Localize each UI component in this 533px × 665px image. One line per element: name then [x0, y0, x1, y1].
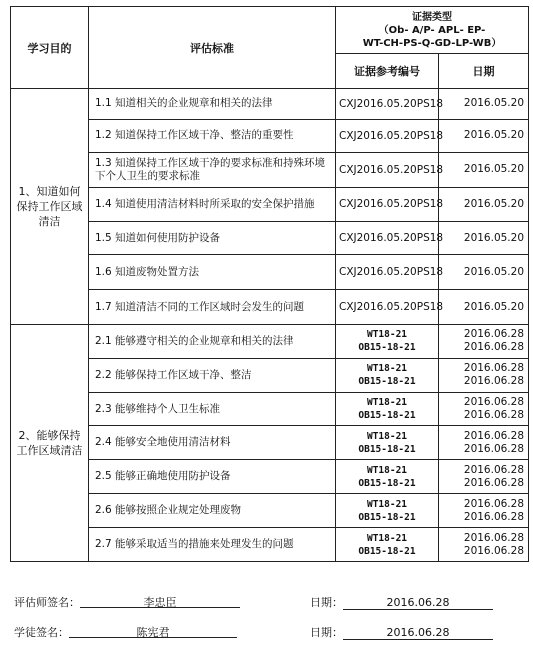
table-row	[11, 392, 529, 426]
apprentice-date-value: 2016.06.28	[343, 626, 493, 640]
evidence-ref: WT18-21	[366, 397, 408, 409]
date-value: 2016.06.28	[463, 341, 525, 354]
evidence-ref-cell	[336, 494, 439, 528]
evidence-ref: CXJ2016.05.20PS18	[339, 129, 444, 142]
evidence-ref-cell	[336, 290, 444, 325]
date-value: 2016.06.28	[463, 497, 525, 510]
evidence-ref: CXJ2016.05.20PS18	[339, 163, 444, 176]
evidence-ref-cell	[336, 119, 444, 152]
header-evidence-ref: 证据参考编号	[336, 54, 439, 89]
criterion-cell: 1.6 知道废物处置方法	[89, 255, 336, 290]
evidence-ref: OB15-18-21	[358, 410, 416, 422]
criterion-cell: 1.2 知道保持工作区域干净、整洁的重要性	[89, 119, 336, 152]
date-value: 2016.06.28	[463, 463, 525, 476]
apprentice-date-label: 日期：	[310, 626, 343, 639]
criterion-cell: 2.5 能够正确地使用防护设备	[89, 460, 336, 494]
evidence-ref: OB15-18-21	[358, 477, 416, 489]
criterion-cell: 1.3 知道保持工作区域干净的要求标准和持殊环境下个人卫生的要求标准	[89, 152, 336, 187]
table-row	[11, 89, 529, 120]
date-value: 2016.06.28	[463, 396, 525, 409]
date-cell	[439, 89, 529, 120]
date-value: 2016.05.20	[463, 231, 525, 244]
apprentice-date	[310, 624, 493, 640]
date-value: 2016.06.28	[463, 544, 525, 557]
evidence-ref: OB15-18-21	[358, 511, 416, 523]
table-row	[11, 358, 529, 392]
criterion-cell: 1.4 知道使用清洁材料时所采取的安全保护措施	[89, 187, 336, 222]
learning-goal-cell: 1、知道如何保持工作区域清洁	[11, 89, 89, 325]
evidence-ref-cell	[336, 392, 439, 426]
evidence-ref: CXJ2016.05.20PS18	[339, 97, 444, 110]
evidence-ref-cell	[336, 222, 444, 255]
evidence-ref: WT18-21	[366, 498, 408, 510]
criterion-cell: 1.1 知道相关的企业规章和相关的法律	[89, 89, 336, 120]
evidence-ref-cell	[336, 255, 444, 290]
evidence-ref: WT18-21	[366, 430, 408, 442]
date-value: 2016.05.20	[463, 197, 525, 210]
evidence-ref-cell	[336, 187, 444, 222]
apprentice-label: 学徒签名：	[14, 626, 69, 639]
assessment-table	[10, 6, 529, 562]
date-cell	[439, 460, 529, 494]
evidence-ref: OB15-18-21	[358, 443, 416, 455]
evidence-ref: CXJ2016.05.20PS18	[339, 198, 444, 211]
evidence-type-title: 证据类型	[412, 11, 452, 23]
date-cell	[439, 528, 529, 562]
date-cell	[439, 255, 529, 290]
apprentice-signature	[14, 624, 237, 640]
date-value: 2016.06.28	[463, 476, 525, 489]
evidence-ref-cell	[336, 324, 439, 358]
evidence-ref: CXJ2016.05.20PS18	[339, 232, 444, 245]
header-date: 日期	[439, 54, 529, 89]
assessor-date	[310, 594, 493, 610]
date-value: 2016.06.28	[463, 375, 525, 388]
criterion-cell: 2.3 能够维持个人卫生标准	[89, 392, 336, 426]
table-row	[11, 119, 529, 152]
table-row	[11, 290, 529, 325]
table-row	[11, 152, 529, 187]
table-row	[11, 222, 529, 255]
date-value: 2016.05.20	[463, 300, 525, 313]
assessor-date-label: 日期：	[310, 596, 343, 609]
criterion-cell: 2.7 能够采取适当的措施来处理发生的问题	[89, 528, 336, 562]
date-cell	[439, 119, 529, 152]
date-value: 2016.06.28	[463, 362, 525, 375]
date-value: 2016.05.20	[463, 265, 525, 278]
date-value: 2016.06.28	[463, 531, 525, 544]
table-row	[11, 187, 529, 222]
date-cell	[439, 392, 529, 426]
date-value: 2016.06.28	[463, 442, 525, 455]
evidence-ref-cell	[336, 152, 444, 187]
assessor-name: 李忠臣	[80, 594, 240, 608]
evidence-ref-cell	[336, 358, 439, 392]
evidence-type-codes-2: WT-CH-PS-Q-GD-LP-WB）	[362, 37, 502, 49]
table-row	[11, 494, 529, 528]
date-value: 2016.05.20	[463, 129, 525, 142]
date-cell	[439, 187, 529, 222]
evidence-ref: OB15-18-21	[358, 342, 416, 354]
evidence-ref-cell	[336, 460, 439, 494]
evidence-ref: CXJ2016.05.20PS18	[339, 301, 444, 314]
date-cell	[439, 494, 529, 528]
assessor-label: 评估师签名：	[14, 596, 80, 609]
evidence-ref: OB15-18-21	[358, 545, 416, 557]
learning-goal-cell: 2、能够保持工作区域清洁	[11, 324, 89, 561]
table-row	[11, 255, 529, 290]
criterion-cell: 1.7 知道清洁不同的工作区域时会发生的问题	[89, 290, 336, 325]
criterion-cell: 2.6 能够按照企业规定处理废物	[89, 494, 336, 528]
assessor-date-value: 2016.06.28	[343, 596, 493, 610]
table-row	[11, 460, 529, 494]
evidence-ref-cell	[336, 426, 439, 460]
table-row	[11, 324, 529, 358]
criterion-cell: 1.5 知道如何使用防护设备	[89, 222, 336, 255]
date-cell	[439, 290, 529, 325]
assessor-signature	[14, 594, 240, 610]
evidence-type-codes-1: （Ob- A/P- APL- EP-	[378, 24, 486, 36]
date-value: 2016.06.28	[463, 429, 525, 442]
evidence-ref: OB15-18-21	[358, 376, 416, 388]
evidence-ref: WT18-21	[366, 532, 408, 544]
evidence-ref-cell	[336, 89, 444, 120]
evidence-ref: CXJ2016.05.20PS18	[339, 266, 444, 279]
evidence-ref: WT18-21	[366, 363, 408, 375]
criterion-cell: 2.4 能够安全地使用清洁材料	[89, 426, 336, 460]
header-criteria: 评估标准	[89, 7, 336, 89]
header-evidence-type	[336, 7, 529, 54]
criterion-cell: 2.2 能够保持工作区域干净、整洁	[89, 358, 336, 392]
date-cell	[439, 222, 529, 255]
date-value: 2016.06.28	[463, 328, 525, 341]
criterion-cell: 2.1 能够遵守相关的企业规章和相关的法律	[89, 324, 336, 358]
date-cell	[439, 324, 529, 358]
date-value: 2016.05.20	[463, 163, 525, 176]
evidence-ref-cell	[336, 528, 439, 562]
date-value: 2016.06.28	[463, 409, 525, 422]
apprentice-name: 陈宪君	[69, 624, 237, 638]
date-value: 2016.05.20	[463, 97, 525, 110]
table-row	[11, 426, 529, 460]
date-cell	[439, 358, 529, 392]
date-cell	[439, 426, 529, 460]
evidence-ref: WT18-21	[366, 464, 408, 476]
evidence-ref: WT18-21	[366, 329, 408, 341]
header-learning-goal: 学习目的	[11, 7, 89, 89]
table-row	[11, 528, 529, 562]
date-value: 2016.06.28	[463, 510, 525, 523]
date-cell	[439, 152, 529, 187]
